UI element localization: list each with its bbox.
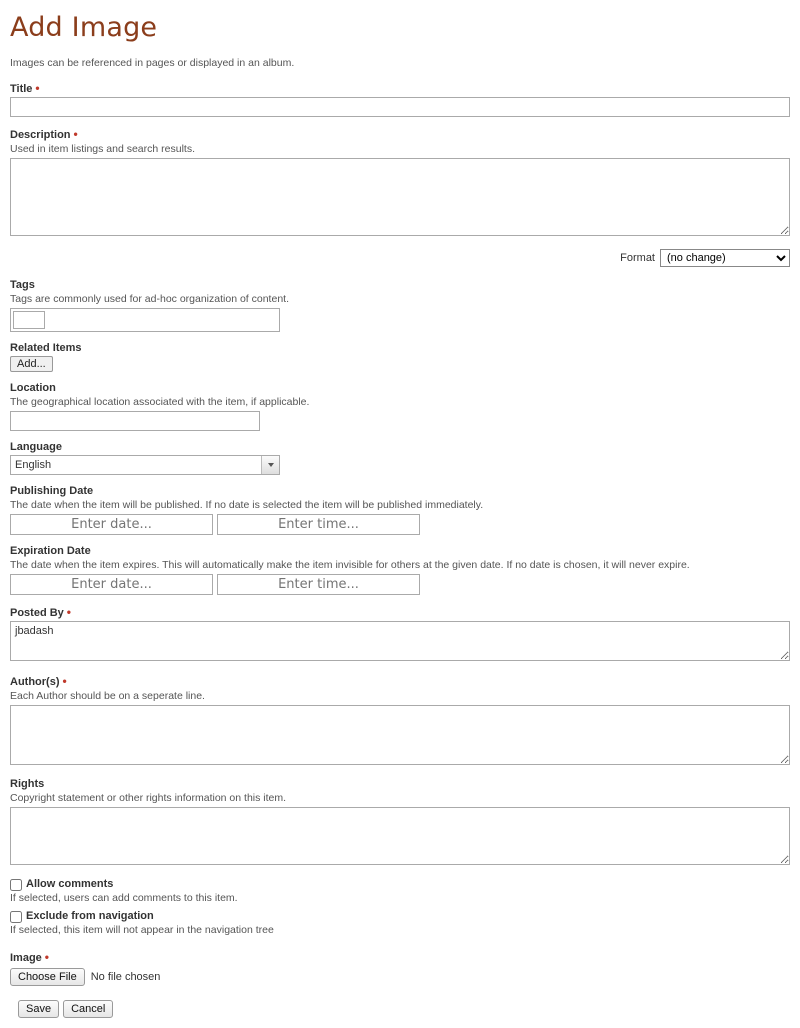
field-description <box>10 127 790 239</box>
field-posted-by <box>10 605 790 664</box>
location-input[interactable] <box>10 411 260 431</box>
tags-label: Tags <box>10 279 35 291</box>
publishing-date-hint: The date when the item will be published. If no date is selected the item will be published immediately. <box>10 499 484 511</box>
allow-comments-row[interactable] <box>10 878 790 891</box>
language-label: Language <box>10 441 62 453</box>
related-items-label: Related Items <box>10 342 82 354</box>
field-authors <box>10 674 790 768</box>
exclude-from-nav-hint: If selected, this item will not appear in the navigation tree <box>10 924 274 936</box>
authors-textarea[interactable] <box>10 705 790 765</box>
field-location <box>10 382 790 431</box>
rights-textarea[interactable] <box>10 807 790 865</box>
form-actions <box>18 1000 790 1018</box>
choose-file-button[interactable]: Choose File <box>10 968 85 986</box>
tags-hint: Tags are commonly used for ad-hoc organization of content. <box>10 293 289 305</box>
required-marker: • <box>35 81 40 95</box>
expiration-date-input[interactable] <box>10 574 213 595</box>
file-status-text: No file chosen <box>90 971 161 983</box>
description-label-text: Description <box>10 129 71 141</box>
description-label <box>10 127 790 141</box>
expiration-date-hint: The date when the item expires. This will automatically make the item invisible for others at the given date. If no date is chosen, it will never expire. <box>10 559 690 571</box>
rights-hint: Copyright statement or other rights information on this item. <box>10 792 287 804</box>
image-file-row <box>10 968 790 986</box>
expiration-time-input[interactable] <box>217 574 420 595</box>
required-marker: • <box>66 605 71 619</box>
description-hint: Used in item listings and search results. <box>10 143 195 155</box>
allow-comments-checkbox[interactable] <box>10 879 22 891</box>
field-title <box>10 81 790 117</box>
location-hint: The geographical location associated with the item, if applicable. <box>10 396 310 408</box>
required-marker: • <box>62 674 67 688</box>
field-related-items <box>10 342 790 372</box>
format-row <box>10 249 790 267</box>
rights-label: Rights <box>10 778 45 790</box>
allow-comments-hint: If selected, users can add comments to this item. <box>10 892 238 904</box>
exclude-from-nav-checkbox[interactable] <box>10 911 22 923</box>
format-select[interactable] <box>660 249 790 267</box>
publishing-date-label: Publishing Date <box>10 485 94 497</box>
language-select[interactable] <box>10 455 280 475</box>
required-marker: • <box>73 127 78 141</box>
field-allow-comments <box>10 878 790 904</box>
exclude-from-nav-label: Exclude from navigation <box>26 910 154 922</box>
field-publishing-date <box>10 485 790 535</box>
page-title: Add Image <box>10 12 158 43</box>
field-language <box>10 441 790 475</box>
description-textarea[interactable] <box>10 158 790 236</box>
field-expiration-date <box>10 545 790 595</box>
publishing-date-input[interactable] <box>10 514 213 535</box>
publishing-time-input[interactable] <box>217 514 420 535</box>
posted-by-label <box>10 605 790 619</box>
authors-label-text: Author(s) <box>10 676 60 688</box>
tags-input[interactable] <box>13 311 45 329</box>
image-label-text: Image <box>10 952 42 964</box>
title-label <box>10 81 790 95</box>
expiration-date-label: Expiration Date <box>10 545 91 557</box>
posted-by-textarea[interactable] <box>10 621 790 661</box>
field-exclude-from-navigation <box>10 910 790 936</box>
location-label: Location <box>10 382 56 394</box>
field-tags <box>10 279 790 332</box>
save-button[interactable]: Save <box>18 1000 59 1018</box>
authors-label <box>10 674 790 688</box>
tags-input-container[interactable] <box>10 308 280 332</box>
cancel-button[interactable]: Cancel <box>63 1000 113 1018</box>
field-image <box>10 950 790 986</box>
related-items-add-button[interactable]: Add... <box>10 356 53 372</box>
authors-hint: Each Author should be on a seperate line. <box>10 690 205 702</box>
posted-by-label-text: Posted By <box>10 607 64 619</box>
title-label-text: Title <box>10 83 33 95</box>
expiration-date-inputs <box>10 574 790 595</box>
chevron-down-icon[interactable] <box>261 456 279 474</box>
publishing-date-inputs <box>10 514 790 535</box>
field-rights <box>10 778 790 868</box>
exclude-from-nav-row[interactable] <box>10 910 790 923</box>
required-marker: • <box>44 950 49 964</box>
language-selected-value: English <box>15 459 52 471</box>
title-input[interactable] <box>10 97 790 117</box>
format-label: Format <box>620 252 655 264</box>
allow-comments-label: Allow comments <box>26 878 114 890</box>
page-description: Images can be referenced in pages or displayed in an album. <box>10 57 295 69</box>
